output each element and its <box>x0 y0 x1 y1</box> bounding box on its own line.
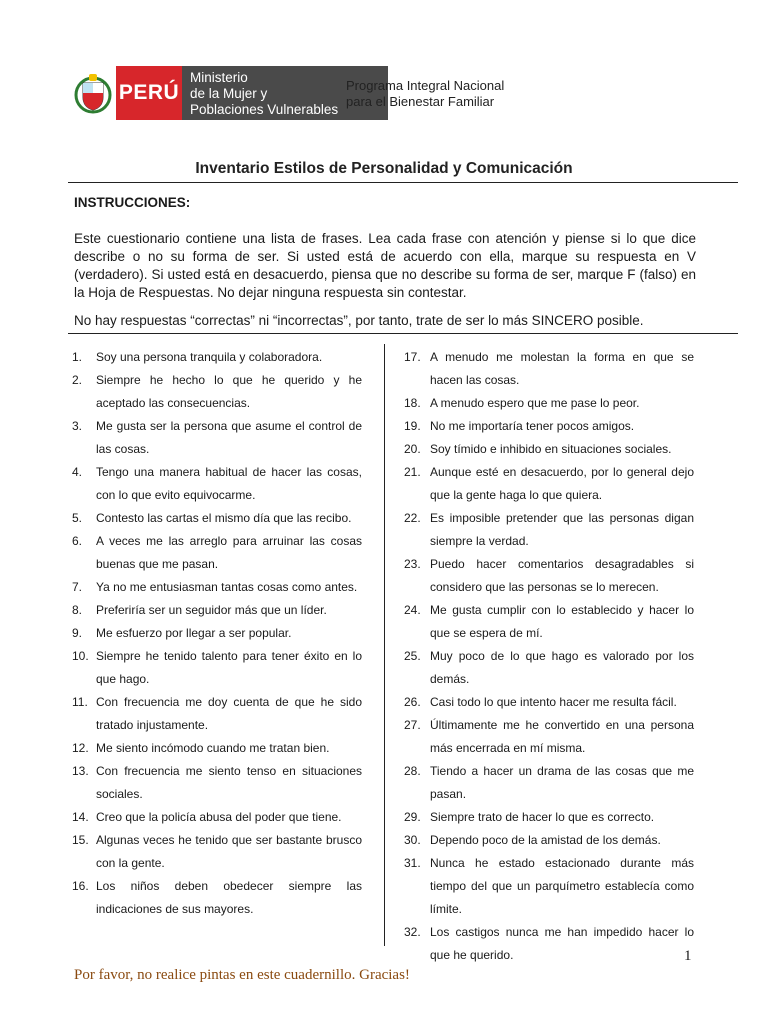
item-number: 7. <box>72 580 83 594</box>
instructions-divider <box>68 333 738 334</box>
questionnaire-item <box>404 921 694 967</box>
item-text: Soy una persona tranquila y colaboradora. <box>96 350 323 364</box>
questionnaire-item <box>404 829 694 852</box>
questionnaire-item <box>404 438 694 461</box>
questionnaire-item <box>72 507 362 530</box>
questionnaire-item <box>404 691 694 714</box>
title-divider <box>68 182 738 183</box>
program-name: Programa Integral Nacional para el Bienestar Familiar <box>346 78 505 109</box>
questionnaire-item <box>404 392 694 415</box>
questionnaire-item <box>72 691 362 737</box>
questionnaire-item <box>404 461 694 507</box>
items-column-right <box>404 346 694 967</box>
questionnaire-item <box>404 806 694 829</box>
item-number: 11. <box>72 695 88 709</box>
questionnaire-item <box>72 760 362 806</box>
item-text: Siempre he tenido talento para tener éxito en lo que hago. <box>96 649 362 686</box>
item-number: 5. <box>72 511 83 525</box>
page-number: 1 <box>684 948 692 964</box>
questionnaire-item <box>404 760 694 806</box>
instructions-heading: INSTRUCCIONES: <box>74 195 191 210</box>
item-text: Tiendo a hacer un drama de las cosas que me pasan. <box>430 764 694 801</box>
coat-of-arms-icon <box>70 66 116 120</box>
questionnaire-item <box>72 806 362 829</box>
item-number: 4. <box>72 465 83 479</box>
item-number: 32. <box>404 925 421 939</box>
item-text: Contesto las cartas el mismo día que las recibo. <box>96 511 352 525</box>
item-text: Casi todo lo que intento hacer me resulta fácil. <box>430 695 677 709</box>
item-text: Me gusta ser la persona que asume el control de las cosas. <box>96 419 362 456</box>
item-text: Me esfuerzo por llegar a ser popular. <box>96 626 292 640</box>
questionnaire-item <box>72 737 362 760</box>
item-number: 19. <box>404 419 421 433</box>
item-text: Ya no me entusiasman tantas cosas como antes. <box>96 580 358 594</box>
item-text: Puedo hacer comentarios desagradables si considero que las personas se lo merecen. <box>430 557 694 594</box>
item-text: Aunque esté en desacuerdo, por lo general dejo que la gente haga lo que quiera. <box>430 465 694 502</box>
item-number: 26. <box>404 695 421 709</box>
questionnaire-item <box>404 346 694 392</box>
item-number: 1. <box>72 350 83 364</box>
item-text: Es imposible pretender que las personas digan siempre la verdad. <box>430 511 694 548</box>
item-number: 12. <box>72 741 89 755</box>
questionnaire-item <box>404 599 694 645</box>
item-text: Con frecuencia me siento tenso en situaciones sociales. <box>96 764 362 801</box>
questionnaire-item <box>72 875 362 921</box>
questionnaire-item <box>404 714 694 760</box>
questionnaire-item <box>72 530 362 576</box>
item-number: 25. <box>404 649 421 663</box>
item-text: Últimamente me he convertido en una persona más encerrada en mí misma. <box>430 718 694 755</box>
questionnaire-item <box>72 599 362 622</box>
questionnaire-item <box>72 346 362 369</box>
item-number: 20. <box>404 442 421 456</box>
item-text: A menudo espero que me pase lo peor. <box>430 396 640 410</box>
item-text: Nunca he estado estacionado durante más tiempo del que un parquímetro establecía como límite. <box>430 856 694 916</box>
footer-note: Por favor, no realice pintas en este cuadernillo. Gracias! <box>74 967 410 983</box>
item-text: Con frecuencia me doy cuenta de que he sido tratado injustamente. <box>96 695 362 732</box>
item-text: Me siento incómodo cuando me tratan bien. <box>96 741 330 755</box>
item-text: Siempre trato de hacer lo que es correcto. <box>430 810 655 824</box>
item-text: Creo que la policía abusa del poder que tiene. <box>96 810 342 824</box>
item-text: Soy tímido e inhibido en situaciones sociales. <box>430 442 672 456</box>
item-number: 3. <box>72 419 83 433</box>
item-text: Tengo una manera habitual de hacer las cosas, con lo que evito equivocarme. <box>96 465 362 502</box>
item-text: A menudo me molestan la forma en que se hacen las cosas. <box>430 350 694 387</box>
sincerity-note: No hay respuestas “correctas” ni “incorrectas”, por tanto, trate de ser lo más SINCERO posible. <box>74 313 644 328</box>
questionnaire-item <box>72 576 362 599</box>
item-number: 30. <box>404 833 421 847</box>
item-number: 31. <box>404 856 421 870</box>
item-text: No me importaría tener pocos amigos. <box>430 419 635 433</box>
ministry-name: Ministerio de la Mujer y Poblaciones Vulnerables <box>182 66 388 120</box>
item-text: A veces me las arreglo para arruinar las cosas buenas que me pasan. <box>96 534 362 571</box>
item-number: 16. <box>72 879 89 893</box>
item-text: Siempre he hecho lo que he querido y he aceptado las consecuencias. <box>96 373 362 410</box>
questionnaire-item <box>72 645 362 691</box>
item-text: Me gusta cumplir con lo establecido y hacer lo que se espera de mí. <box>430 603 694 640</box>
item-number: 6. <box>72 534 83 548</box>
questionnaire-item <box>72 415 362 461</box>
item-text: Dependo poco de la amistad de los demás. <box>430 833 661 847</box>
questionnaire-item <box>404 415 694 438</box>
item-text: Preferiría ser un seguidor más que un líder. <box>96 603 327 617</box>
questionnaire-item <box>404 645 694 691</box>
item-number: 8. <box>72 603 83 617</box>
item-number: 29. <box>404 810 421 824</box>
item-number: 21. <box>404 465 421 479</box>
item-number: 24. <box>404 603 421 617</box>
item-number: 14. <box>72 810 89 824</box>
item-text: Los niños deben obedecer siempre las indicaciones de sus mayores. <box>96 879 362 916</box>
item-number: 22. <box>404 511 421 525</box>
item-number: 18. <box>404 396 421 410</box>
questionnaire-item <box>72 622 362 645</box>
item-number: 13. <box>72 764 89 778</box>
questionnaire-item <box>404 852 694 921</box>
item-number: 27. <box>404 718 421 732</box>
instructions-text: Este cuestionario contiene una lista de frases. Lea cada frase con atención y piense si lo que dice describe o no su forma de ser. Si usted está de acuerdo con ella, marque su respuesta en V (verdadero). Si usted está en desacuerdo, piensa que no describe su forma de ser, marque F (falso) en la Hoja de Respuestas. No dejar ninguna respuesta sin contestar. <box>74 231 696 300</box>
questionnaire-item <box>72 461 362 507</box>
item-text: Los castigos nunca me han impedido hacer lo que he querido. <box>430 925 694 962</box>
column-divider <box>384 344 385 946</box>
questionnaire-item <box>72 369 362 415</box>
peru-badge: PERÚ <box>116 66 182 120</box>
item-text: Algunas veces he tenido que ser bastante brusco con la gente. <box>96 833 362 870</box>
item-number: 9. <box>72 626 83 640</box>
questionnaire-item <box>404 553 694 599</box>
item-number: 2. <box>72 373 83 387</box>
item-number: 23. <box>404 557 421 571</box>
item-number: 17. <box>404 350 421 364</box>
item-text: Muy poco de lo que hago es valorado por los demás. <box>430 649 694 686</box>
questionnaire-item <box>404 507 694 553</box>
item-number: 28. <box>404 764 421 778</box>
ministry-logo <box>70 66 388 120</box>
questionnaire-item <box>72 829 362 875</box>
items-column-left <box>72 346 362 921</box>
item-number: 10. <box>72 649 89 663</box>
item-number: 15. <box>72 833 89 847</box>
document-title: Inventario Estilos de Personalidad y Comunicación <box>195 160 573 177</box>
